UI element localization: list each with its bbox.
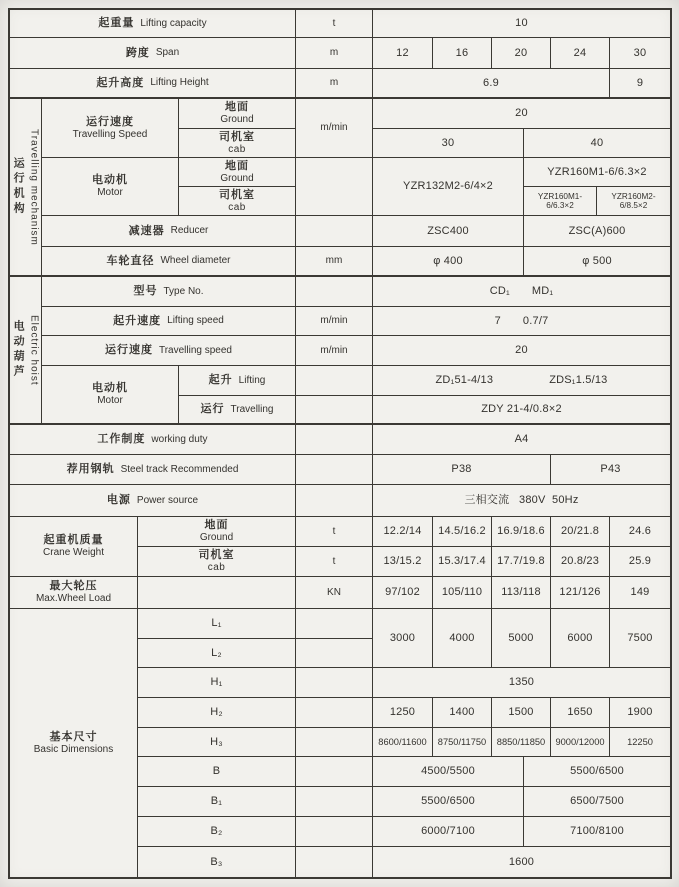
value-crane-weight-cab-20: 17.7/19.8 [492,547,551,577]
unit-h1 [296,668,373,698]
label-crane-weight: 起重机质量 Crane Weight [10,517,138,577]
label-hoist-travelling-speed: 运行速度 Travelling speed [42,336,296,366]
unit-l1 [296,609,373,639]
sublabel-hoist-motor-travelling: 运行 Travelling [179,396,296,425]
value-crane-weight-cab-24: 20.8/23 [551,547,610,577]
label-hoist-motor: 电动机 Motor [42,366,179,425]
value-lifting-capacity: 10 [373,10,670,38]
value-wheel-diameter-left: φ 400 [373,247,524,277]
value-span-16: 16 [433,38,492,69]
group-travelling-mechanism: 运行机构 Travelling mechanism [10,99,42,277]
label-travelling-speed: 运行速度 Travelling Speed [42,99,179,158]
value-h1: 1350 [373,668,670,698]
value-h3-12: 8600/11600 [373,728,433,757]
unit-wheel-diameter: mm [296,247,373,277]
value-crane-weight-ground-20: 16.9/18.6 [492,517,551,547]
value-b1-left: 5500/6500 [373,787,524,817]
value-h3-16: 8750/11750 [433,728,492,757]
label-basic-dimensions: 基本尺寸 Basic Dimensions [10,609,138,877]
value-span-30: 30 [610,38,670,69]
label-hoist-lifting-speed: 起升速度 Lifting speed [42,307,296,336]
unit-b1 [296,787,373,817]
value-l-24: 6000 [551,609,610,668]
value-speed-cab-left: 30 [373,129,524,158]
label-type-no: 型号 Type No. [42,277,296,307]
value-max-wheel-load-20: 113/118 [492,577,551,609]
value-b-left: 4500/5500 [373,757,524,787]
value-b2-right: 7100/8100 [524,817,670,847]
unit-travelling-motor [296,158,373,216]
value-power-source: 三相交流 380V 50Hz [373,485,670,517]
label-max-wheel-load: 最大轮压 Max.Wheel Load [10,577,138,609]
unit-max-wheel-load: KN [296,577,373,609]
unit-hoist-motor-travelling [296,396,373,425]
value-crane-weight-cab-16: 15.3/17.4 [433,547,492,577]
sublabel-h2: H₂ [138,698,296,728]
label-travelling-motor: 电动机 Motor [42,158,179,216]
sublabel-l1: L₁ [138,609,296,639]
value-motor-cab-right: YZR160M2-6/8.5×2 [597,187,670,216]
value-wheel-diameter-right: φ 500 [524,247,670,277]
unit-reducer [296,216,373,247]
sublabel-motor-cab: 司机室 cab [179,187,296,216]
unit-crane-weight-cab: t [296,547,373,577]
unit-hoist-motor-lifting [296,366,373,396]
unit-hoist-lifting-speed: m/min [296,307,373,336]
sublabel-speed-cab: 司机室 cab [179,129,296,158]
unit-type-no [296,277,373,307]
value-crane-weight-ground-16: 14.5/16.2 [433,517,492,547]
unit-span: m [296,38,373,69]
value-span-20: 20 [492,38,551,69]
value-speed-ground: 20 [373,99,670,129]
sublabel-speed-ground: 地面 Ground [179,99,296,129]
sublabel-b1: B₁ [138,787,296,817]
value-h3-20: 8850/11850 [492,728,551,757]
value-crane-weight-ground-12: 12.2/14 [373,517,433,547]
value-crane-weight-ground-24: 20/21.8 [551,517,610,547]
label-power-source: 电源 Power source [10,485,296,517]
value-crane-weight-ground-30: 24.6 [610,517,670,547]
value-lifting-height-main: 6.9 [373,69,610,99]
value-h3-30: 12250 [610,728,670,757]
value-max-wheel-load-30: 149 [610,577,670,609]
value-h3-24: 9000/12000 [551,728,610,757]
unit-travelling-speed: m/min [296,99,373,158]
value-hoist-motor-lifting: ZD₁51-4/13 ZDS₁1.5/13 [373,366,670,396]
value-h2-20: 1500 [492,698,551,728]
sublabel-crane-weight-cab: 司机室 cab [138,547,296,577]
sublabel-l2: L₂ [138,639,296,668]
value-max-wheel-load-12: 97/102 [373,577,433,609]
value-hoist-motor-travelling: ZDY 21-4/0.8×2 [373,396,670,425]
group-electric-hoist: 电动葫芦 Electric hoist [10,277,42,425]
label-lifting-height: 起升高度 Lifting Height [10,69,296,99]
unit-b [296,757,373,787]
unit-steel-track [296,455,373,485]
value-span-12: 12 [373,38,433,69]
value-reducer-right: ZSC(A)600 [524,216,670,247]
label-span: 跨度 Span [10,38,296,69]
value-l-30: 7500 [610,609,670,668]
label-steel-track: 荐用钢轨 Steel track Recommended [10,455,296,485]
unit-h3 [296,728,373,757]
value-b2-left: 6000/7100 [373,817,524,847]
unit-l2 [296,639,373,668]
value-crane-weight-cab-12: 13/15.2 [373,547,433,577]
unit-crane-weight-ground: t [296,517,373,547]
value-steel-track-left: P38 [373,455,551,485]
value-working-duty: A4 [373,425,670,455]
sublabel-h3: H₃ [138,728,296,757]
value-l-12: 3000 [373,609,433,668]
unit-lifting-capacity: t [296,10,373,38]
value-crane-weight-cab-30: 25.9 [610,547,670,577]
unit-b2 [296,817,373,847]
value-motor-cab-left: YZR160M1-6/6.3×2 [524,187,597,216]
value-hoist-travelling-speed: 20 [373,336,670,366]
value-lifting-height-last: 9 [610,69,670,99]
label-wheel-diameter: 车轮直径 Wheel diameter [42,247,296,277]
value-b3: 1600 [508,855,535,868]
unit-power-source [296,485,373,517]
value-l-16: 4000 [433,609,492,668]
value-b-right: 5500/6500 [524,757,670,787]
unit-h2 [296,698,373,728]
value-speed-cab-right: 40 [524,129,670,158]
spec-table [8,8,672,879]
unit-hoist-travelling-speed: m/min [296,336,373,366]
value-max-wheel-load-16: 105/110 [433,577,492,609]
value-h2-16: 1400 [433,698,492,728]
value-steel-track-right: P43 [551,455,670,485]
sublabel-b: B [138,757,296,787]
sublabel-h1: H₁ [138,668,296,698]
label-lifting-capacity: 起重量 Lifting capacity [10,10,296,38]
sublabel-hoist-motor-lifting: 起升 Lifting [179,366,296,396]
label-working-duty: 工作制度 working duty [10,425,296,455]
value-h2-30: 1900 [610,698,670,728]
value-motor-main: YZR132M2-6/4×2 [373,158,524,216]
sublabel-b2: B₂ [138,817,296,847]
value-h2-24: 1650 [551,698,610,728]
value-hoist-lifting-speed: 7 0.7/7 [373,307,670,336]
sublabel-crane-weight-ground: 地面 Ground [138,517,296,547]
value-l-20: 5000 [492,609,551,668]
value-b1-right: 6500/7500 [524,787,670,817]
value-reducer-left: ZSC400 [373,216,524,247]
value-span-24: 24 [551,38,610,69]
unit-working-duty [296,425,373,455]
value-type-no: CD₁ MD₁ [373,277,670,307]
unit-lifting-height: m [296,69,373,99]
sublabel-motor-ground: 地面 Ground [179,158,296,187]
unit-b3 [296,847,373,877]
sublabel-max-wheel-load-empty [138,577,296,609]
value-max-wheel-load-24: 121/126 [551,577,610,609]
label-reducer: 减速器 Reducer [42,216,296,247]
value-motor-ground-right: YZR160M1-6/6.3×2 [524,158,670,187]
value-h2-12: 1250 [373,698,433,728]
sublabel-b3: B₃ [138,847,296,877]
